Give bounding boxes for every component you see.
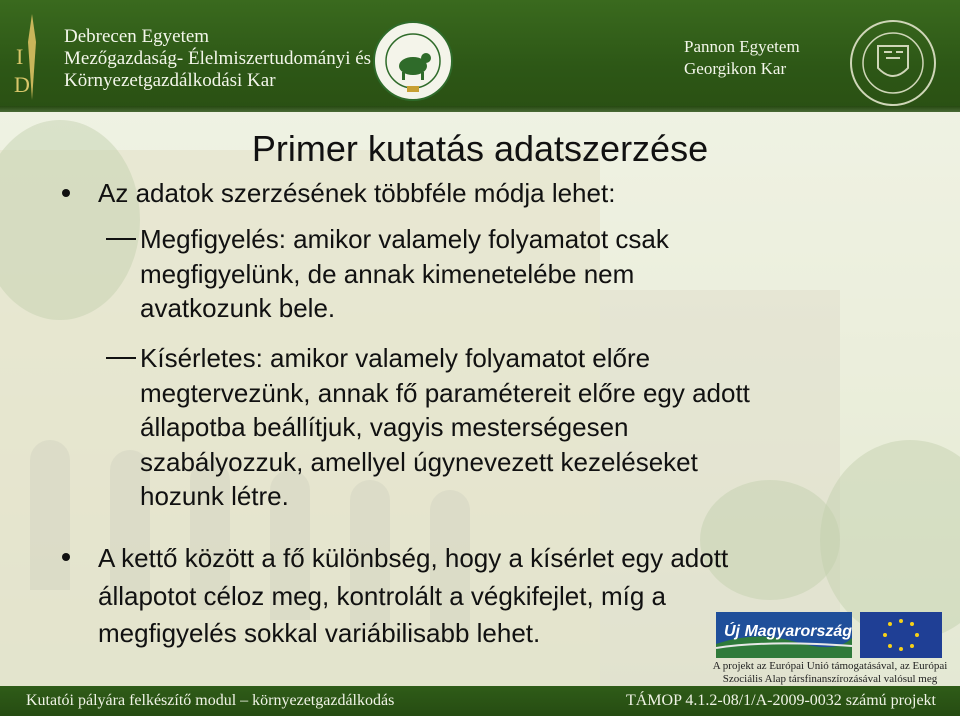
svg-text:D: D <box>14 72 30 97</box>
text-line: megfigyelünk, de annak kimenetelébe nem <box>140 258 635 289</box>
header-banner <box>0 0 960 112</box>
text-line: állapotba beállítjuk, vagyis mesterségesen <box>140 412 629 442</box>
bullet-intro: Az adatok szerzésének többféle módja lehet: <box>98 178 616 208</box>
institution-line: Debrecen Egyetem <box>64 26 210 47</box>
text-line: hozunk létre. <box>140 481 289 511</box>
text-line: megtervezünk, annak fő paramétereit előre egy adott <box>140 377 750 408</box>
sub-bullet-experimental <box>140 341 930 514</box>
footer-project-code: TÁMOP 4.1.2-08/1/A-2009-0032 számú projekt <box>625 692 936 709</box>
right-institution-name <box>684 36 800 80</box>
text-line: A kettő között a fő különbség, hogy a kísérlet egy adott <box>98 543 729 573</box>
institution-line: Pannon Egyetem <box>684 37 800 56</box>
text-line: Kísérletes: amikor valamely folyamatot előre <box>140 343 651 373</box>
institution-line: Georgikon Kar <box>684 59 787 78</box>
text-line: A projekt az Európai Unió támogatásával, az Európai <box>712 660 948 672</box>
left-institution-name <box>64 26 371 92</box>
svg-text:I: I <box>16 44 24 69</box>
sub-bullet-observation <box>140 222 930 326</box>
pannon-university-seal-icon <box>848 18 938 108</box>
bullet-dot <box>62 553 70 561</box>
institution-line: Környezetgazdálkodási Kar <box>64 70 276 91</box>
eu-funding-logos-icon <box>716 612 942 658</box>
footer-bar <box>0 686 960 716</box>
university-crest-icon <box>12 12 52 102</box>
bullet-dot <box>62 189 70 197</box>
faculty-seal-icon <box>372 20 454 102</box>
text-line: szabályozzuk, amellyel úgynevezett kezeléseket <box>140 446 698 477</box>
text-line: Megfigyelés: amikor valamely folyamatot csak <box>140 224 669 254</box>
eu-funding-note <box>712 660 948 686</box>
text-line: Szociális Alap társfinanszírozásával valósul meg <box>722 673 938 685</box>
slide-title: Primer kutatás adatszerzése <box>251 128 709 169</box>
text-line: állapotot céloz meg, kontrolált a végkifejlet, míg a <box>98 580 666 611</box>
text-line: megfigyelés sokkal variábilisabb lehet. <box>98 618 541 648</box>
sub-bullet-dash <box>106 238 136 240</box>
svg-text:Új Magyarország: Új Magyarország <box>724 623 853 640</box>
sub-bullet-dash <box>106 357 136 359</box>
text-line: avatkozunk bele. <box>140 293 336 323</box>
institution-line: Mezőgazdaság- Élelmiszertudományi és <box>64 48 372 69</box>
footer-module-title: Kutatói pályára felkészítő modul – környezetgazdálkodás <box>26 692 395 709</box>
